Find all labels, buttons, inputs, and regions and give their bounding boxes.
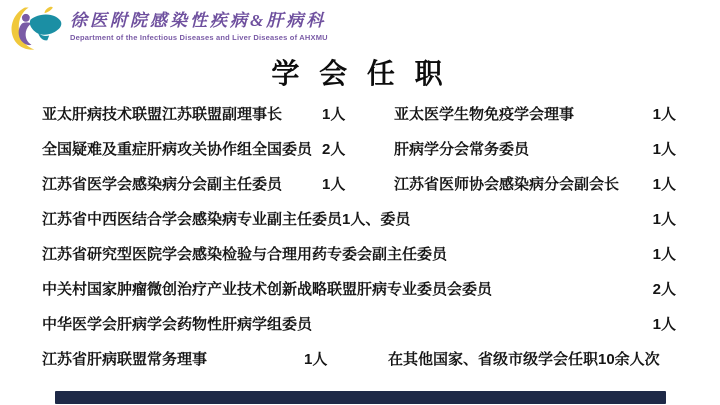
position-count: 1人 xyxy=(652,211,676,228)
logo-subtitle-en: Department of the Infectious Diseases and Liver Diseases of AHXMU xyxy=(70,33,328,43)
list-item xyxy=(0,131,720,166)
position-label: 江苏省肝病联盟常务理事 xyxy=(42,351,208,368)
position-count: 1人 xyxy=(652,316,676,333)
list-item xyxy=(0,236,720,271)
position-label: 中关村国家肿瘤微创治疗产业技术创新战略联盟肝病专业委员会委员 xyxy=(42,281,493,298)
list-item xyxy=(0,201,720,236)
position-label: 江苏省中西医结合学会感染病专业副主任委员1人、委员 xyxy=(42,211,411,228)
position-label: 江苏省医师协会感染病分会副会长 xyxy=(394,176,620,193)
position-count: 1人 xyxy=(652,176,676,193)
position-label: 肝病学分会常务委员 xyxy=(394,141,530,158)
position-label: 亚太肝病技术联盟江苏联盟副理事长 xyxy=(42,106,283,123)
list-item xyxy=(0,271,720,306)
logo-header xyxy=(10,5,328,53)
position-label: 全国疑难及重症肝病攻关协作组全国委员 xyxy=(42,141,313,158)
list-item xyxy=(0,96,720,131)
position-count: 1人 xyxy=(652,106,676,123)
list-item xyxy=(0,166,720,201)
position-count: 1人 xyxy=(304,351,328,368)
position-count: 1人 xyxy=(322,176,346,193)
position-count: 2人 xyxy=(652,281,676,298)
position-label: 亚太医学生物免疫学会理事 xyxy=(394,106,575,123)
position-label: 中华医学会肝病学会药物性肝病学组委员 xyxy=(42,316,313,333)
position-label: 在其他国家、省级市级学会任职10余人次 xyxy=(388,351,660,368)
footer-bar xyxy=(55,391,666,404)
logo-text xyxy=(70,5,328,42)
list-item xyxy=(0,341,720,376)
list-item xyxy=(0,306,720,341)
membership-list xyxy=(0,96,720,376)
position-count: 1人 xyxy=(652,141,676,158)
position-label: 江苏省研究型医院学会感染检验与合理用药专委会副主任委员 xyxy=(42,246,448,263)
position-count: 1人 xyxy=(652,246,676,263)
position-count: 1人 xyxy=(322,106,346,123)
position-count: 2人 xyxy=(322,141,346,158)
page-title: 学 会 任 职 xyxy=(271,58,449,89)
logo-title-cn: 徐医附院感染性疾病&肝病科 xyxy=(70,11,327,30)
hospital-logo-icon xyxy=(10,5,66,53)
position-label: 江苏省医学会感染病分会副主任委员 xyxy=(42,176,283,193)
